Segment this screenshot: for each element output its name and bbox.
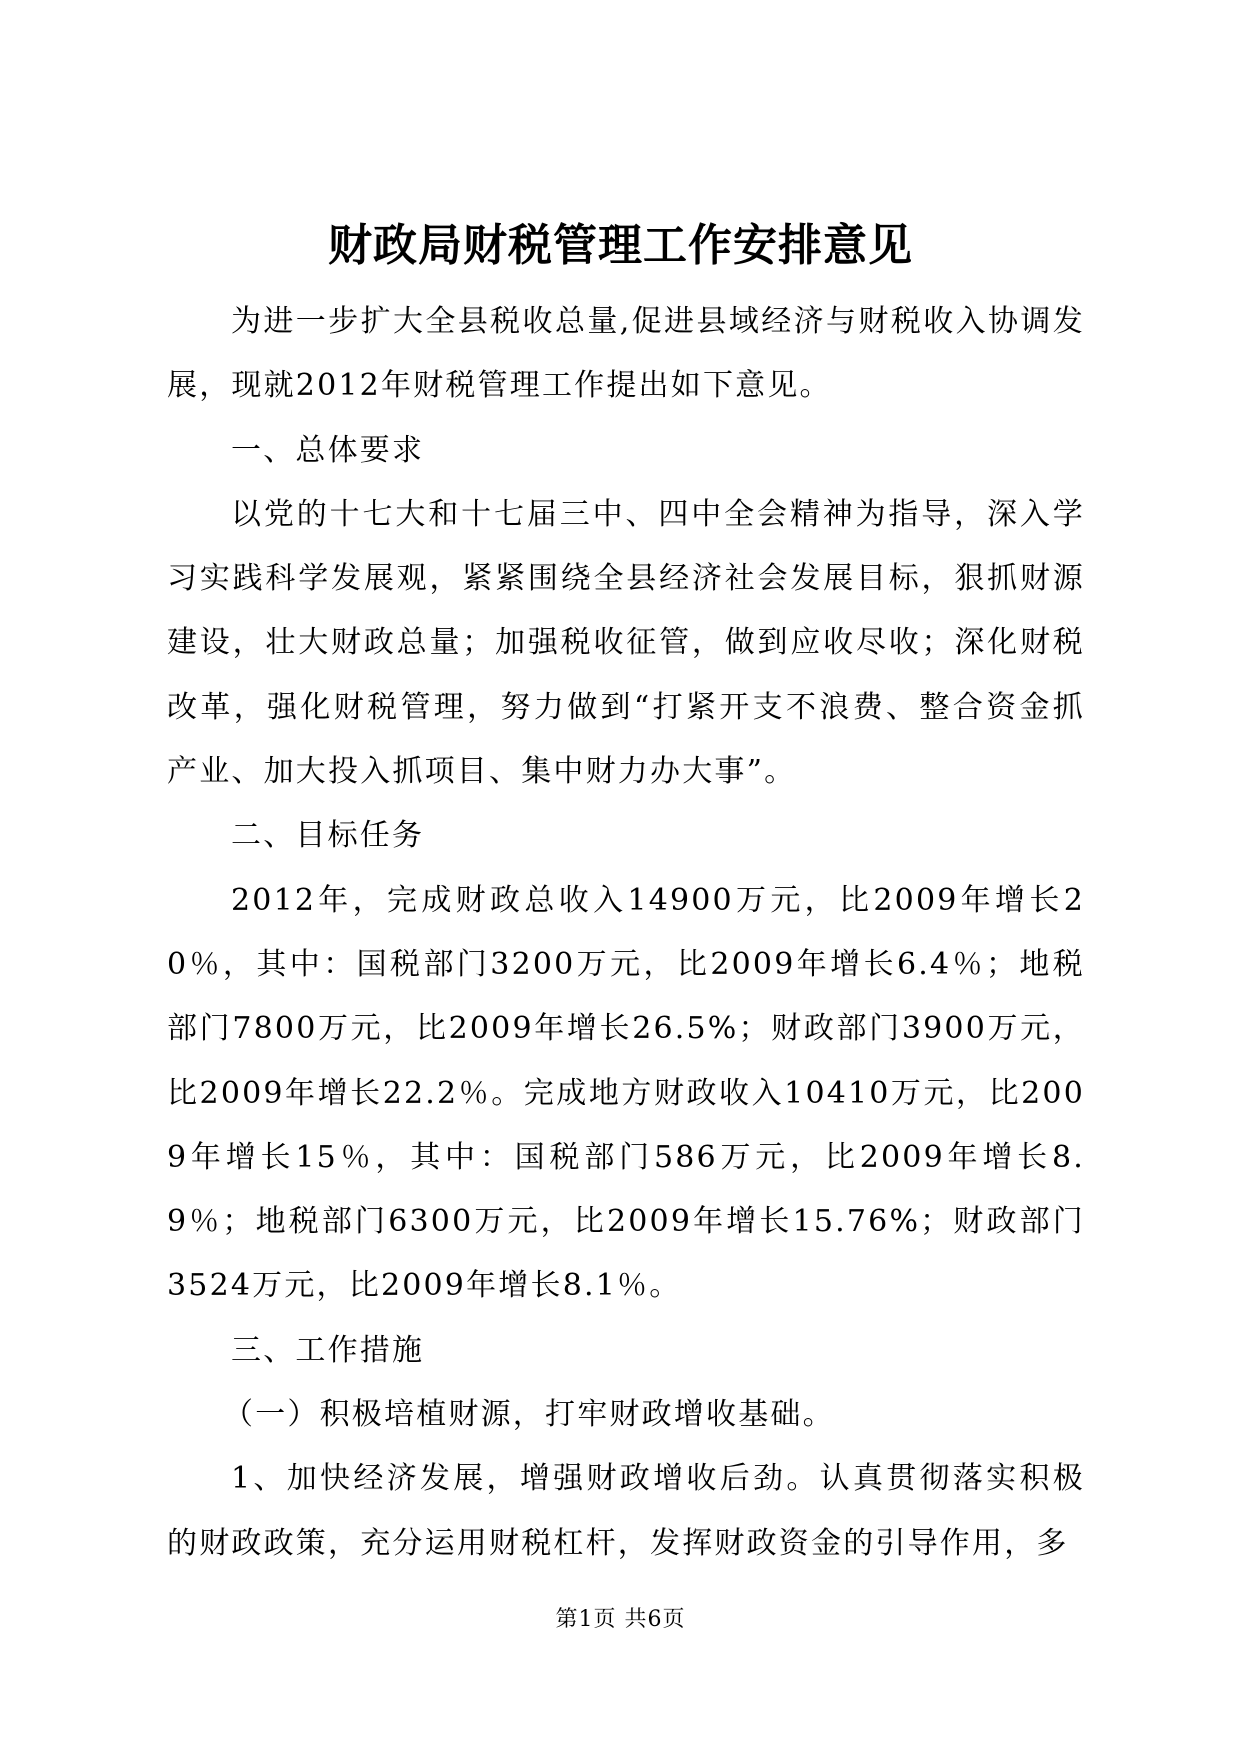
intro-paragraph: 为进一步扩大全县税收总量,促进县域经济与财税收入协调发展，现就2012年财税管理工作提出如下意见。 xyxy=(167,304,1085,404)
section-heading-measures: 三、工作措施 xyxy=(231,1332,425,1368)
page-footer: 第1页 共6页 xyxy=(555,1607,686,1632)
document-body xyxy=(167,290,1085,1576)
targets-paragraph: 2012年，完成财政总收入14900万元，比2009年增长20％，其中：国税部门3200万元，比2009年增长6.4％；地税部门7800万元，比2009年增长26.5%；财政部门3900万元，比2009年增长22.2％。完成地方财政收入10410万元，比2009年增长15％，其中：国税部门586万元，比2009年增长8.9％；地税部门6300万元，比2009年增长15.76%；财政部门3524万元，比2009年增长8.1％。 xyxy=(167,882,1085,1304)
section-heading-general-requirements: 一、总体要求 xyxy=(231,432,425,468)
measures-paragraph-1: 1、加快经济发展，增强财政增收后劲。认真贯彻落实积极的财政政策，充分运用财税杠杆，发挥财政资金的引导作用，多 xyxy=(167,1461,1085,1561)
section-heading-targets: 二、目标任务 xyxy=(231,818,425,854)
document-title: 财政局财税管理工作安排意见 xyxy=(328,220,913,271)
general-requirements-paragraph: 以党的十七大和十七届三中、四中全会精神为指导，深入学习实践科学发展观，紧紧围绕全县经济社会发展目标，狠抓财源建设，壮大财政总量；加强税收征管，做到应收尽收；深化财税改革，强化财税管理，努力做到“打紧开支不浪费、整合资金抓产业、加大投入抓项目、集中财力办大事”。 xyxy=(167,496,1085,790)
subsection-heading-1: （一）积极培植财源，打牢财政增收基础。 xyxy=(223,1397,835,1433)
